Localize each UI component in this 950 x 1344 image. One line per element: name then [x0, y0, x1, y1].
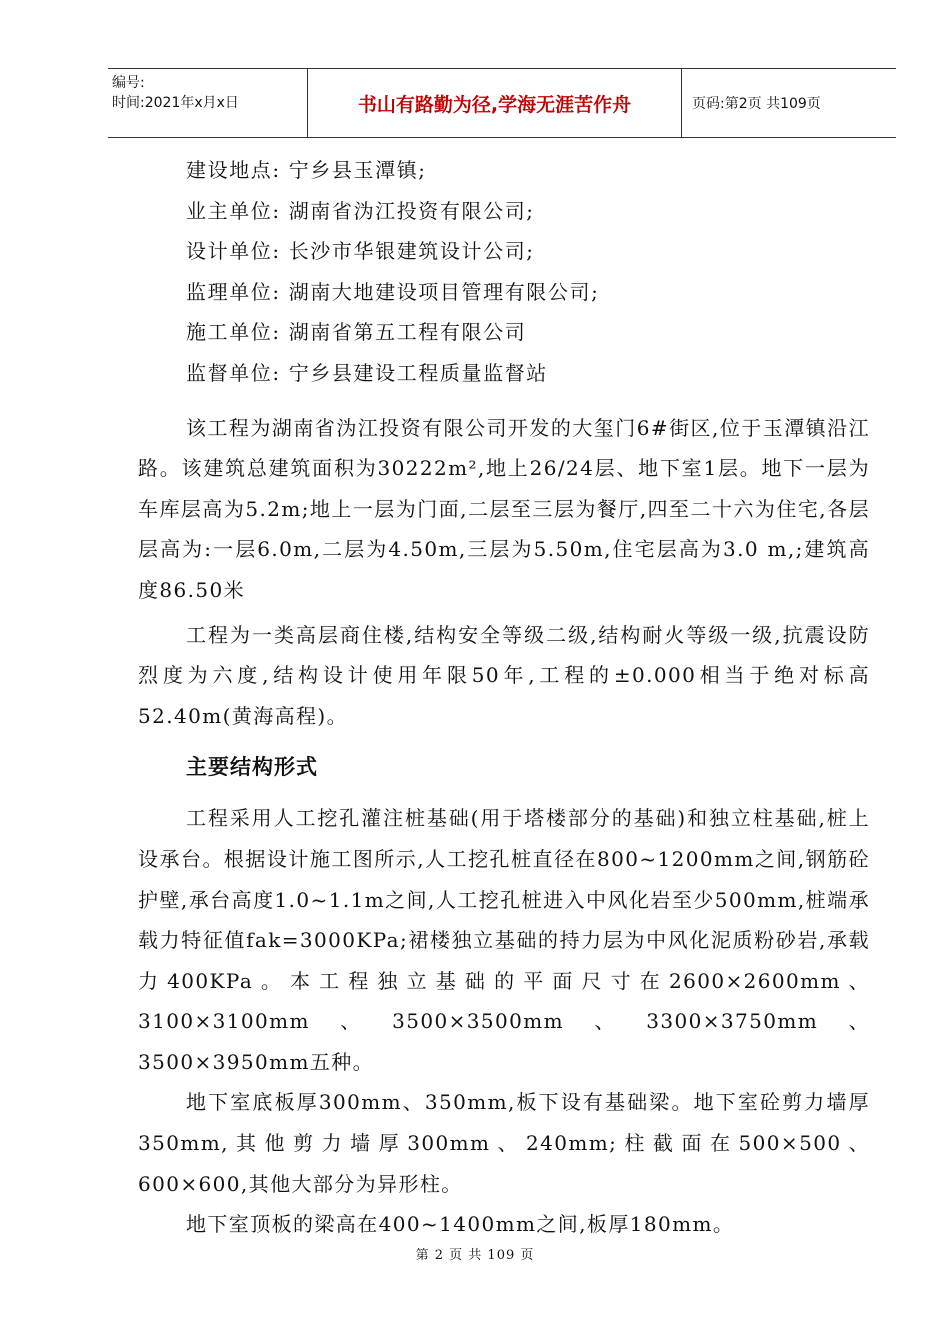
- page-header: [108, 68, 896, 138]
- overview-paragraph: 工程为一类高层商住楼,结构安全等级二级,结构耐火等级一级,抗震设防烈度为六度,结构设计使用年限50年,工程的±0.000相当于绝对标高52.40m(黄海高程)。: [138, 622, 870, 728]
- info-line-inspector: 监督单位: 宁乡县建设工程质量监督站: [186, 360, 548, 385]
- info-line-owner: 业主单位: 湖南省沩江投资有限公司;: [186, 198, 535, 223]
- header-motto: 书山有路勤为径,学海无涯苦作舟: [308, 69, 682, 137]
- info-line-contractor: 施工单位: 湖南省第五工程有限公司: [186, 320, 527, 345]
- structure-paragraph: 地下室底板厚300mm、350mm,板下设有基础梁。地下室砼剪力墙厚350mm,其他剪力墙厚300mm、240mm;柱截面在500×500、600×600,其他大部分为异形柱。: [138, 1090, 870, 1196]
- info-line-location: 建设地点: 宁乡县玉潭镇;: [186, 158, 427, 182]
- page-footer: 第 2 页 共 109 页: [415, 1248, 535, 1263]
- header-meta-cell: [108, 69, 308, 137]
- project-info-list: [138, 150, 870, 394]
- serial-label: 编号:: [112, 75, 145, 91]
- spacer: [138, 394, 870, 408]
- info-line-supervisor: 监理单位: 湖南大地建设项目管理有限公司;: [186, 279, 600, 304]
- section-heading: 主要结构形式: [186, 755, 318, 780]
- overview-paragraph: 该工程为湖南省沩江投资有限公司开发的大玺门6#街区,位于玉潭镇沿江路。该建筑总建筑面积为30222m²,地上26/24层、地下室1层。地下一层为车库层高为5.2m;地上一层为门面,二层至三层为餐厅,四至二十六为住宅,各层层高为:一层6.0m,二层为4.50m,三层为5.50m,住宅层高为3.0 m,;建筑高度86.50米: [138, 415, 870, 602]
- structure-paragraph: 地下室顶板的梁高在400~1400mm之间,板厚180mm。: [186, 1212, 735, 1237]
- time-label: 时间:2021年x月x日: [112, 95, 239, 111]
- header-page-info: 页码:第2页 共109页: [692, 96, 821, 112]
- structure-paragraph: 工程采用人工挖孔灌注桩基础(用于塔楼部分的基础)和独立柱基础,桩上设承台。根据设计施工图所示,人工挖孔桩直径在800~1200mm之间,钢筋砼护壁,承台高度1.0~1.1m之间,人工挖孔桩进入中风化岩至少500mm,桩端承载力特征值fak=3000KPa;裙楼独立基础的持力层为中风化泥质粉砂岩,承载力400KPa。本工程独立基础的平面尺寸在2600×2600mm、3100×3100mm、3500×3500mm、3300×3750mm、3500×3950mm五种。: [138, 806, 870, 1074]
- info-line-designer: 设计单位: 长沙市华银建筑设计公司;: [186, 239, 535, 264]
- document-body: [138, 150, 870, 1245]
